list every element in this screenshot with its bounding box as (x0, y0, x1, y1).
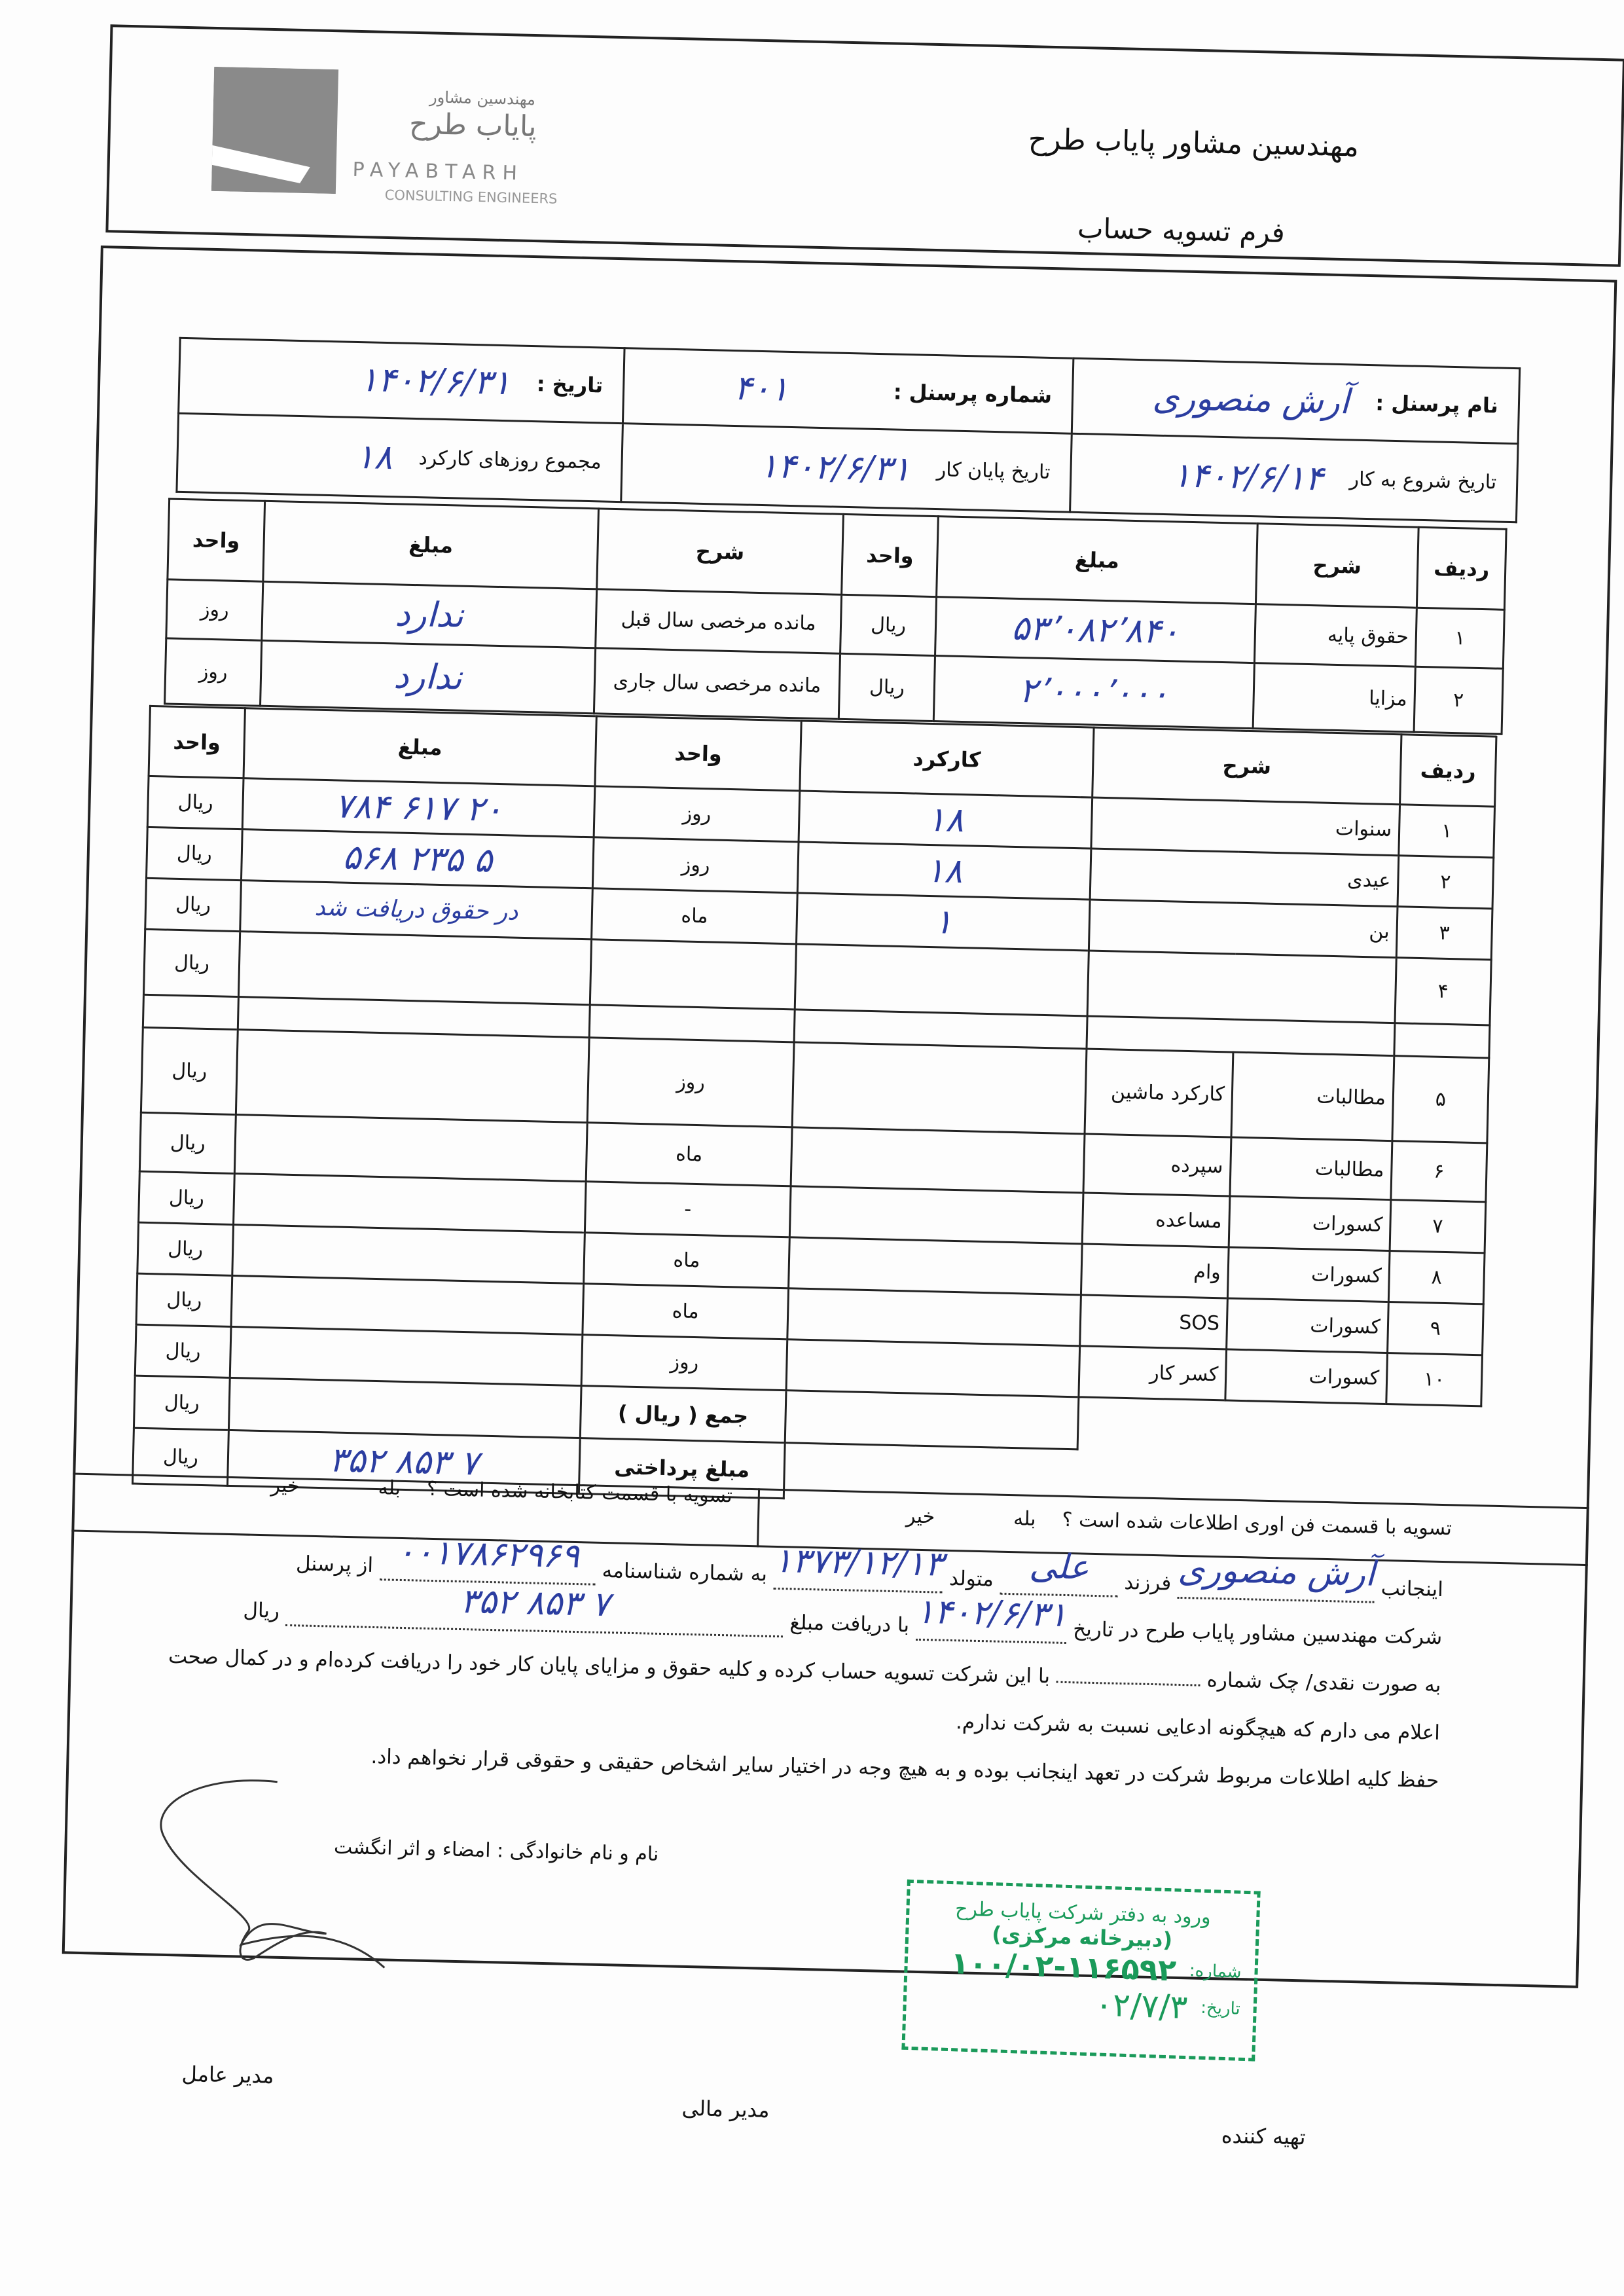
row-desc: SOS (1080, 1295, 1228, 1349)
row-unit: روز (592, 837, 799, 893)
row-desc: وام (1081, 1244, 1229, 1298)
row-unit: ماه (592, 888, 798, 944)
logo-mark-icon (211, 67, 342, 194)
row-desc: مزایا (1253, 663, 1415, 733)
row-unit: روز (594, 786, 800, 842)
total-days-value: ۱۸ (355, 437, 393, 477)
row-work (795, 944, 1089, 1016)
row-unit-2: ریال (139, 1171, 235, 1224)
row-work: ۱۸ (799, 791, 1092, 848)
total-label: جمع ( ریال ) (580, 1386, 786, 1443)
form-title: فرم تسویه حساب (1077, 211, 1286, 249)
label: نام پرسنل : (1375, 390, 1499, 418)
header-work: کارکرد (800, 721, 1094, 797)
total-unit: ریال (134, 1376, 230, 1430)
label: تاریخ پایان کار (936, 458, 1051, 484)
row-unit-2: ریال (135, 1324, 231, 1377)
paid-amount: ۷ ۸۵۳ ۳۵۲ (227, 1430, 580, 1493)
library-check-label: تسویه با قسمت کتابخانه شده است ؟ (426, 1477, 733, 1508)
row-unit: ماه (584, 1233, 790, 1288)
stamp-line-1: ورود به دفتر شرکت پایاب طرح (954, 1897, 1212, 1929)
row-num: ۱ (1399, 805, 1495, 858)
text: متولد (948, 1566, 994, 1592)
row-num: ۲ (1398, 856, 1494, 909)
settlement-table (132, 705, 1497, 1515)
row-unit-2: ریال (147, 776, 244, 829)
finance-manager-label: مدیر مالی (681, 2095, 770, 2123)
empty-cell (589, 1005, 795, 1042)
text: به شماره شناسنامه (602, 1558, 768, 1586)
label: تاریخ : (536, 371, 604, 398)
row-desc: کسر کار (1079, 1346, 1227, 1400)
empty-cell (143, 994, 238, 1029)
label: تاریخ شروع به کار (1349, 467, 1497, 494)
stamp-number: ۱۰۰/۰۲-۱۱۶۵۹۲ (950, 1945, 1177, 1988)
header-desc-2: شرح (597, 509, 844, 594)
text: ریال (243, 1598, 280, 1623)
personnel-number-value: ۴۰۱ (733, 369, 789, 409)
received-amount-field[interactable]: ۷ ۸۵۳ ۳۵۲ (460, 1582, 611, 1625)
signature-label: نام و نام خانوادگی : امضاء و اثر انگشت (333, 1835, 659, 1866)
row-work (787, 1288, 1081, 1346)
logo-text-en-sub: CONSULTING ENGINEERS (384, 187, 558, 207)
personnel-name-value: آرش منصوری (1151, 378, 1350, 422)
row-desc: مساعده (1082, 1193, 1230, 1247)
row-num: ۴ (1395, 958, 1491, 1025)
date-cell (179, 338, 624, 423)
row-work: ۱۸ (797, 842, 1091, 900)
end-date-cell (621, 424, 1072, 513)
logo-text-en: PAYABTARH (352, 158, 524, 185)
row-desc: کارکرد ماشین (1085, 1049, 1233, 1137)
total-days-cell (177, 413, 623, 501)
stamp-number-label: شماره: (1189, 1961, 1242, 1982)
row-num: ۱۰ (1386, 1353, 1483, 1406)
row-unit-2: ریال (136, 1273, 232, 1326)
it-check-label: تسویه با قسمت فن اوری اطلاعات شده است ؟ (1062, 1508, 1453, 1540)
paid-unit: ریال (133, 1428, 229, 1485)
row-desc: حقوق پایه (1254, 604, 1416, 667)
declaration-line-4: اعلام می دارم که هیچگونه ادعایی نسبت به شرکت ندارم. (955, 1710, 1441, 1745)
row-unit: ریال (839, 653, 935, 721)
row-desc: سنوات (1091, 797, 1400, 856)
row-num: ۷ (1390, 1200, 1486, 1253)
row-type: کسورات (1229, 1196, 1391, 1251)
row-amount: ۵ ۲۳۵ ۵۶۸ (241, 829, 594, 888)
stamp-date-label: تاریخ: (1200, 1997, 1241, 2019)
date-value: ۱۴۰۲/۶/۳۱ (359, 360, 511, 403)
row-desc: بن (1089, 900, 1398, 958)
row-num: ۵ (1392, 1056, 1489, 1143)
total-work-cell (785, 1391, 1079, 1449)
signature-scrawl-icon (142, 1766, 395, 1975)
text: از پرسنل (295, 1552, 374, 1577)
row-unit: ماه (586, 1123, 792, 1186)
header-unit-2: واحد (168, 499, 265, 581)
row-desc: سپرده (1083, 1134, 1231, 1196)
row-desc-2: مانده مرخصی سال قبل (596, 589, 842, 653)
row-unit-2: ریال (147, 827, 243, 880)
id-number-field[interactable]: ۰۰۱۷۸۶۲۹۶۹ (396, 1532, 580, 1576)
personnel-number-cell (623, 348, 1073, 434)
row-unit-2: ریال (145, 878, 242, 931)
empty-cell (1394, 1023, 1490, 1058)
start-date-value: ۱۴۰۲/۶/۱۴ (1172, 455, 1324, 498)
salary-table (164, 498, 1507, 735)
row-amount (232, 1224, 585, 1283)
declaration-text (117, 1532, 1444, 1805)
row-unit: - (585, 1182, 791, 1237)
row-work (792, 1042, 1087, 1134)
logo-text-fa-small: مهندسین مشاور (429, 88, 536, 109)
text: با این شرکت تسویه حساب کرده و کلیه حقوق و مزایای پایان کار خود را دریافت کرده‌ام و در کمال صحت (168, 1644, 1051, 1688)
header-amount: مبلغ (244, 708, 596, 786)
text: اینجانب (1380, 1576, 1444, 1602)
row-amount (236, 1030, 589, 1123)
header-unit: واحد (842, 514, 939, 596)
text: به صورت نقدی/ چک شماره (1206, 1667, 1441, 1698)
text: شرکت مهندسین مشاور پایاب طرح در تاریخ (1072, 1617, 1443, 1650)
row-desc-2: مانده مرخصی سال جاری (594, 648, 840, 719)
birth-date-field[interactable]: ۱۳۷۳/۱۲/۱۳ (773, 1540, 944, 1584)
total-amount-cell (228, 1377, 581, 1438)
registry-stamp (901, 1880, 1260, 2062)
start-date-cell (1070, 433, 1519, 522)
text: با دریافت مبلغ (789, 1611, 910, 1637)
declaration-line-5: حفظ کلیه اطلاعات مربوط شرکت در تعهد اینجانب بوده و به هیچ وجه در اختیار سایر اشخاص حقیقی و حقوقی قرار نخواهم داد. (370, 1744, 1439, 1793)
header-desc: شرح (1092, 727, 1401, 805)
company-logo (211, 67, 607, 213)
row-amount (234, 1115, 587, 1182)
header-row-num: ردیف (1416, 527, 1506, 610)
stamp-line-2: (دبیرخانه مرکزی) (991, 1922, 1173, 1953)
row-amount (230, 1326, 583, 1385)
row-amount (231, 1275, 584, 1334)
row-amount-2: ندارد (262, 581, 597, 648)
row-num: ۶ (1391, 1141, 1487, 1202)
stamp-date: ۰۲/۷/۳ (1094, 1985, 1189, 2027)
row-unit (590, 939, 796, 1010)
preparer-label: تهیه کننده (1221, 2123, 1307, 2150)
logo-text-fa: پایاب طرح (408, 107, 537, 144)
row-unit: روز (587, 1038, 794, 1127)
row-work (791, 1127, 1085, 1193)
father-name-field[interactable]: علی (1028, 1546, 1090, 1588)
row-unit: روز (581, 1335, 787, 1391)
row-unit-2: ریال (141, 1027, 238, 1114)
row-unit: ریال (840, 594, 937, 655)
settlement-date-field[interactable]: ۱۴۰۲/۶/۳۱ (915, 1592, 1068, 1635)
row-unit-2: روز (165, 638, 262, 706)
library-yes-option[interactable]: بله (378, 1476, 401, 1500)
row-amount: در حقوق دریافت شد (240, 881, 593, 939)
row-type: کسورات (1227, 1247, 1390, 1302)
it-yes-option[interactable]: بله (1013, 1507, 1036, 1531)
row-desc (1087, 951, 1396, 1023)
library-no-option[interactable]: خیر (270, 1474, 300, 1498)
employee-name-field[interactable]: آرش منصوری (1177, 1550, 1376, 1594)
row-work: ۱ (796, 893, 1090, 951)
row-type: کسورات (1225, 1349, 1388, 1404)
text: فرزند (1124, 1571, 1172, 1595)
row-amount (238, 932, 591, 1005)
row-num: ۲ (1414, 666, 1503, 734)
check-number-field[interactable] (1056, 1681, 1200, 1686)
row-unit: ماه (583, 1284, 789, 1339)
row-amount: ۲۰ ۶۱۷ ۷۸۴ (242, 778, 595, 837)
row-work (789, 1186, 1083, 1244)
row-num: ۳ (1396, 907, 1492, 960)
ceo-signature-label: مدیر عامل (181, 2061, 274, 2088)
header-desc: شرح (1255, 524, 1418, 608)
row-unit-2: روز (166, 579, 263, 640)
it-no-option[interactable]: خیر (905, 1504, 935, 1529)
label: شماره پرسنل : (893, 379, 1053, 409)
header-unit-2: واحد (149, 706, 245, 778)
row-amount: ۲٬۰۰۰٬۰۰۰ (933, 656, 1254, 729)
row-num: ۱ (1415, 608, 1504, 668)
row-amount (234, 1174, 586, 1233)
row-amount: ۵۳٬۰۸۲٬۸۴۰ (935, 597, 1256, 663)
row-num: ۹ (1388, 1302, 1484, 1355)
row-type: مطالبات (1231, 1052, 1394, 1141)
row-type: مطالبات (1230, 1137, 1392, 1200)
row-desc: عیدی (1090, 848, 1399, 907)
header-amount-2: مبلغ (263, 501, 599, 589)
personnel-name-cell (1072, 358, 1519, 443)
paid-label: مبلغ پرداختی (579, 1438, 785, 1499)
row-unit-2: ریال (143, 929, 240, 996)
row-unit-2: ریال (139, 1112, 236, 1173)
label: مجموع روزهای کارکرد (418, 446, 602, 474)
row-type: کسورات (1227, 1298, 1389, 1353)
row-work (789, 1237, 1083, 1295)
personnel-info-table (175, 337, 1521, 523)
header-amount: مبلغ (937, 517, 1258, 604)
end-date-value: ۱۴۰۲/۶/۳۱ (759, 446, 911, 489)
company-title: مهندسین مشاور پایاب طرح (1028, 122, 1360, 164)
row-unit-2: ریال (137, 1222, 234, 1275)
header-row-num: ردیف (1400, 735, 1496, 807)
row-num: ۸ (1388, 1251, 1485, 1304)
row-work (786, 1339, 1080, 1397)
row-amount-2: ندارد (261, 640, 596, 714)
header-unit: واحد (595, 716, 801, 791)
